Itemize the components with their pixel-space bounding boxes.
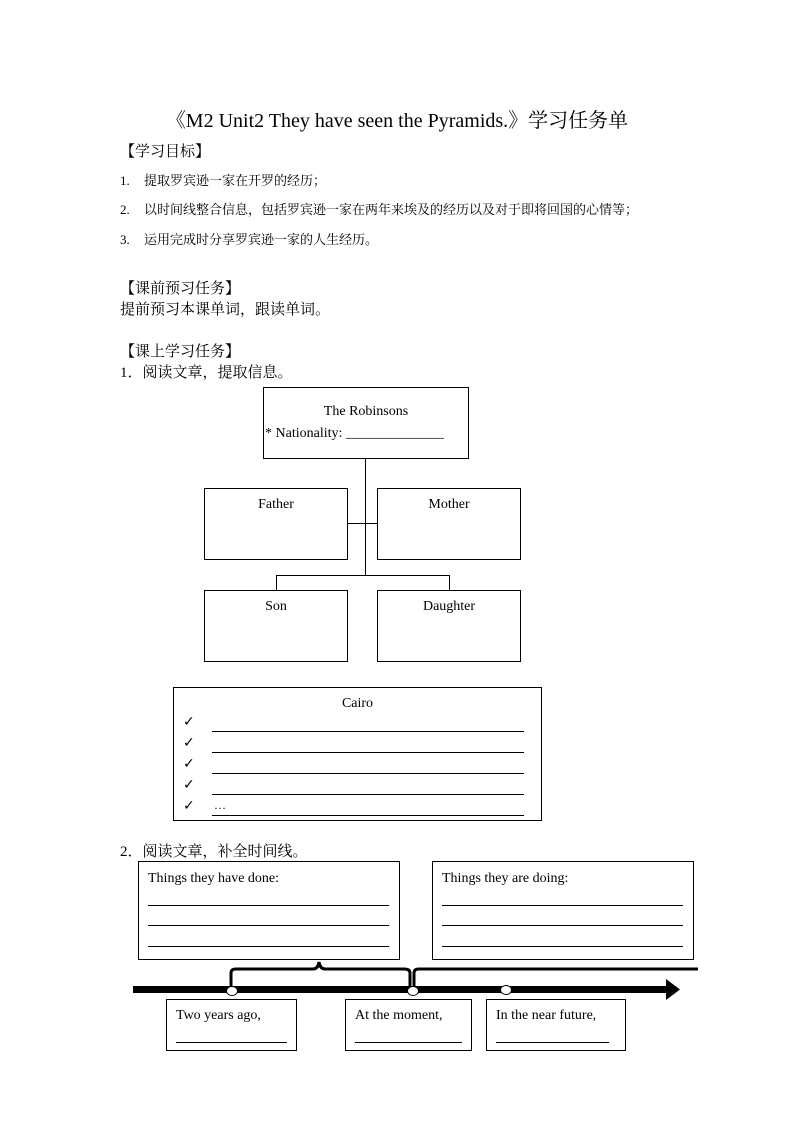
- answer-line[interactable]: [212, 794, 524, 795]
- inclass-heading: 【课上学习任务】: [120, 344, 241, 360]
- preview-text: 提前预习本课单词，跟读单词。: [120, 302, 331, 318]
- goal-text: 运用完成时分享罗宾逊一家的人生经历。: [144, 232, 379, 247]
- answer-line[interactable]: [442, 946, 683, 947]
- timeline-graphic: [0, 955, 794, 1005]
- two-years-ago-box: [166, 999, 297, 1051]
- nationality-field[interactable]: * Nationality: ______________: [265, 426, 444, 441]
- task-2-label: 2．阅读文章，补全时间线。: [120, 844, 308, 860]
- task-1-label: 1．阅读文章，提取信息。: [120, 365, 293, 381]
- goal-item-1: [120, 170, 326, 189]
- daughter-branch-line: [449, 575, 450, 590]
- father-box[interactable]: [204, 488, 348, 560]
- answer-line[interactable]: [442, 905, 683, 906]
- mother-label: Mother: [428, 497, 470, 512]
- answer-line[interactable]: [212, 731, 524, 732]
- family-name: The Robinsons: [323, 404, 409, 419]
- answer-line[interactable]: [148, 905, 389, 906]
- children-connector: [276, 575, 450, 576]
- answer-line[interactable]: [212, 773, 524, 774]
- things-done-box: [138, 861, 400, 960]
- parents-connector: [348, 523, 377, 524]
- near-future-box: [486, 999, 626, 1051]
- timeline-dot: [407, 986, 419, 996]
- goal-number: 2.: [120, 202, 130, 217]
- daughter-box[interactable]: [377, 590, 521, 662]
- tree-trunk-line: [365, 459, 366, 575]
- father-label: Father: [258, 497, 294, 512]
- cairo-box: [173, 687, 542, 821]
- near-future-label: In the near future,: [496, 1008, 597, 1023]
- cairo-title: Cairo: [341, 696, 374, 711]
- ellipsis: …: [214, 798, 226, 812]
- things-done-label: Things they have done:: [148, 871, 280, 886]
- daughter-label: Daughter: [422, 599, 476, 614]
- family-name-box: [263, 387, 469, 459]
- check-icon: ✓: [183, 798, 195, 814]
- timeline-dot: [226, 986, 238, 996]
- check-icon: ✓: [183, 735, 195, 751]
- timeline-bar: [133, 986, 668, 993]
- goal-text: 以时间线整合信息，包括罗宾逊一家在两年来埃及的经历以及对于即将回国的心情等；: [144, 202, 639, 217]
- bracket-present: [414, 969, 698, 988]
- things-doing-label: Things they are doing:: [442, 871, 569, 886]
- son-box[interactable]: [204, 590, 348, 662]
- two-years-ago-label: Two years ago,: [176, 1008, 261, 1023]
- check-icon: ✓: [183, 777, 195, 793]
- answer-line[interactable]: [176, 1042, 287, 1043]
- things-doing-box: [432, 861, 694, 960]
- answer-line[interactable]: [148, 946, 389, 947]
- bracket-past: [231, 962, 410, 988]
- timeline-dot: [500, 985, 512, 995]
- at-the-moment-label: At the moment,: [355, 1008, 443, 1023]
- answer-line[interactable]: [496, 1042, 609, 1043]
- goal-number: 1.: [120, 173, 130, 188]
- answer-line[interactable]: [355, 1042, 462, 1043]
- at-the-moment-box: [345, 999, 472, 1051]
- goal-item-3: [120, 229, 378, 248]
- answer-line[interactable]: [212, 752, 524, 753]
- check-icon: ✓: [183, 714, 195, 730]
- answer-line[interactable]: [442, 925, 683, 926]
- mother-box[interactable]: [377, 488, 521, 560]
- answer-line[interactable]: [212, 815, 524, 816]
- son-branch-line: [276, 575, 277, 590]
- goal-number: 3.: [120, 232, 130, 247]
- page-title: 《M2 Unit2 They have seen the Pyramids.》学习任务单: [165, 110, 629, 132]
- answer-line[interactable]: [148, 925, 389, 926]
- goal-item-2: [120, 199, 638, 218]
- check-icon: ✓: [183, 756, 195, 772]
- goals-heading: 【学习目标】: [120, 144, 211, 160]
- son-label: Son: [265, 599, 287, 614]
- arrow-head-icon: [666, 979, 680, 1000]
- goal-text: 提取罗宾逊一家在开罗的经历；: [144, 173, 327, 188]
- preview-heading: 【课前预习任务】: [120, 281, 241, 297]
